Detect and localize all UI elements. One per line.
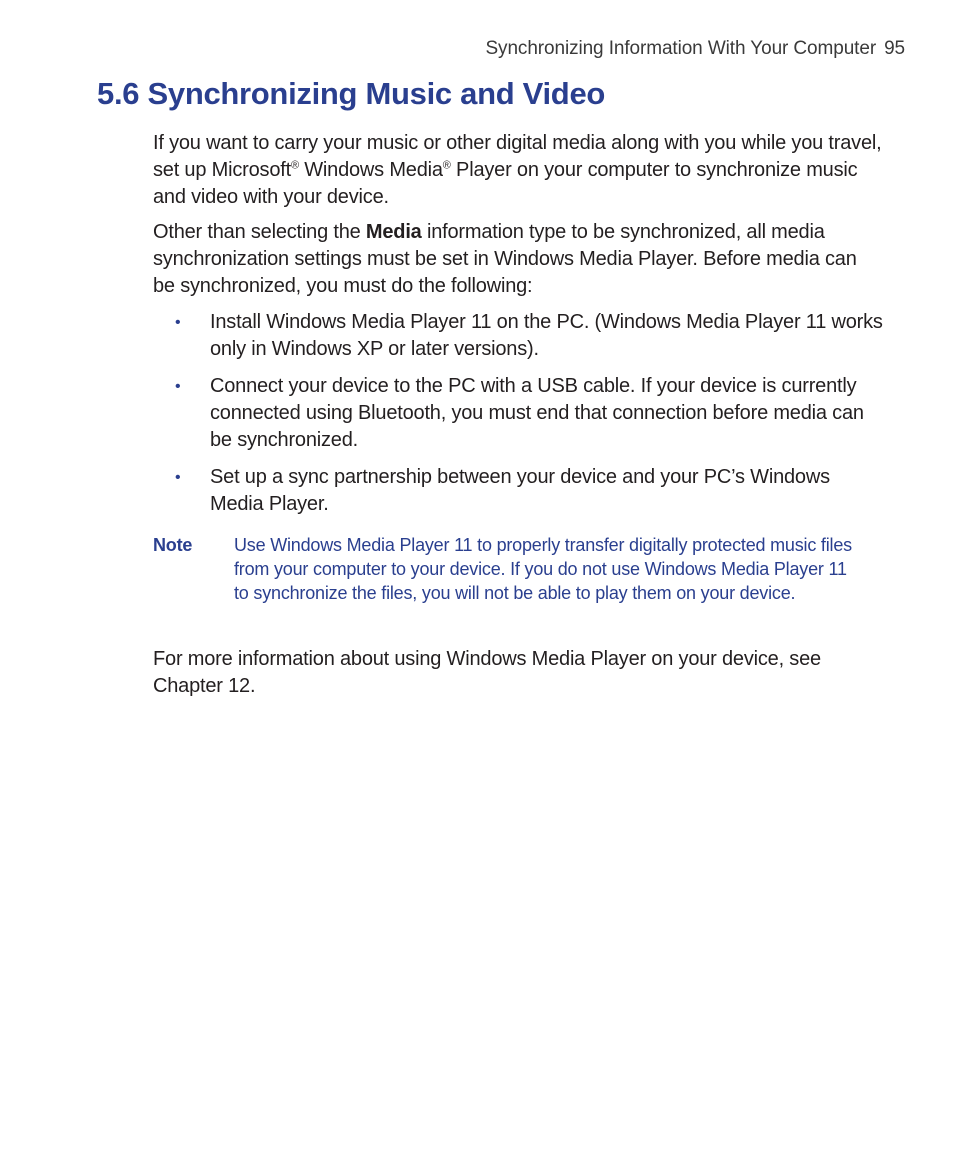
note-text: Use Windows Media Player 11 to properly transfer digitally protected music files from your computer to your device. If you do not use Windows Media Player 11 to synchronize the files, you will not be able to play them on your device. bbox=[234, 535, 852, 603]
list-item-text: Set up a sync partnership between your device and your PC’s Windows Media Player. bbox=[210, 466, 830, 515]
section-title: 5.6 Synchronizing Music and Video bbox=[97, 76, 606, 111]
intro-text-1: If you want to carry your music or other digital media along with you while you travel, set up Microsoft bbox=[153, 132, 882, 181]
running-header bbox=[485, 38, 905, 60]
list-item-text: Connect your device to the PC with a USB cable. If your device is currently connected using Bluetooth, you must end that connection before media can be synchronized. bbox=[210, 375, 864, 451]
registered-mark: ® bbox=[290, 159, 299, 172]
chapter-title: Synchronizing Information With Your Computer bbox=[485, 38, 877, 59]
bullet-icon: • bbox=[175, 378, 181, 395]
media-text-before: Other than selecting the bbox=[153, 221, 366, 243]
list-item-text: Install Windows Media Player 11 on the PC. (Windows Media Player 11 works only in Windows XP or later versions). bbox=[210, 311, 883, 360]
requirements-list bbox=[153, 309, 883, 528]
media-term: Media bbox=[365, 221, 422, 243]
intro-text-2: Windows Media bbox=[298, 159, 443, 181]
media-text-after: information type to be synchronized, all media synchronization settings must be set in Windows Media Player. Before media can be synchronized, you must do the following: bbox=[153, 221, 857, 297]
intro-text-3: Player on your computer to synchronize music and video with your device. bbox=[153, 159, 858, 208]
registered-mark: ® bbox=[442, 159, 451, 172]
note-label: Note bbox=[153, 535, 193, 555]
list-item bbox=[153, 373, 883, 454]
more-info-text: For more information about using Windows Media Player on your device, see Chapter 12. bbox=[153, 648, 821, 697]
list-item bbox=[153, 464, 883, 518]
list-item bbox=[153, 309, 883, 363]
bullet-icon: • bbox=[175, 314, 181, 331]
media-paragraph bbox=[153, 219, 883, 300]
more-info-paragraph bbox=[153, 646, 883, 700]
intro-paragraph bbox=[153, 130, 883, 211]
bullet-icon: • bbox=[175, 469, 181, 486]
page-number: 95 bbox=[884, 38, 905, 59]
note-block bbox=[153, 533, 883, 605]
